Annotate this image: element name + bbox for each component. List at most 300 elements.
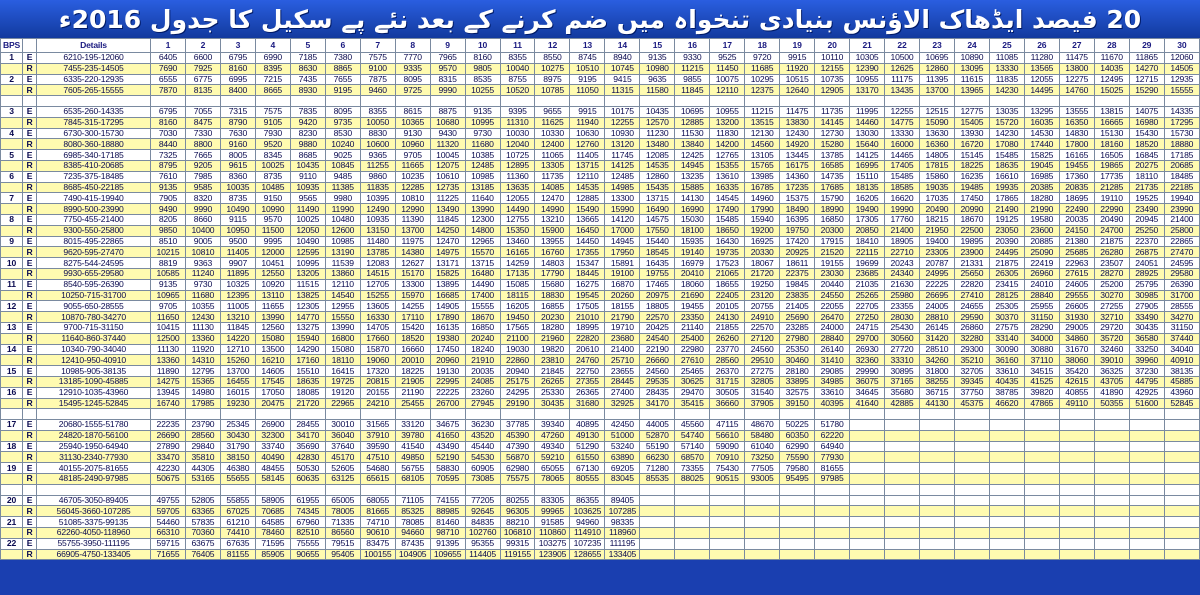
stage-value-cell: 14259 (500, 258, 535, 269)
stage-value-cell: 18635 (989, 160, 1024, 171)
stage-value-cell: 10600 (360, 139, 395, 150)
stage-value-cell: 15085 (500, 279, 535, 290)
stage-value-cell: 30010 (325, 420, 360, 431)
empty-cell (710, 538, 745, 549)
stage-value-cell: 33120 (395, 420, 430, 431)
header-stage: 23 (919, 39, 954, 53)
spacer-cell (745, 409, 780, 420)
stage-value-cell: 45885 (1164, 376, 1199, 387)
header-stage: 10 (465, 39, 500, 53)
stage-value-cell: 103275 (535, 538, 570, 549)
stage-value-cell: 21845 (535, 366, 570, 377)
stage-value-cell: 20960 (430, 355, 465, 366)
stage-value-cell: 41540 (395, 441, 430, 452)
stage-value-cell: 98335 (605, 517, 640, 528)
stage-value-cell: 13235 (675, 171, 710, 182)
stage-value-cell: 10515 (780, 74, 815, 85)
stage-value-cell: 11745 (605, 150, 640, 161)
empty-cell (919, 495, 954, 506)
spacer-cell (1094, 409, 1129, 420)
empty-cell (989, 452, 1024, 463)
stage-value-cell: 67130 (570, 463, 605, 474)
stage-value-cell: 17735 (1094, 171, 1129, 182)
stage-value-cell: 29470 (675, 387, 710, 398)
stage-value-cell: 16205 (850, 193, 885, 204)
stage-value-cell: 21065 (710, 268, 745, 279)
stage-value-cell: 15550 (325, 312, 360, 323)
stage-value-cell: 107285 (605, 506, 640, 517)
stage-value-cell: 59705 (151, 506, 186, 517)
spacer-cell (1059, 96, 1094, 107)
stage-value-cell: 8630 (290, 63, 325, 74)
stage-value-cell: 88985 (430, 506, 465, 517)
stage-value-cell: 13990 (255, 312, 290, 323)
stage-value-cell: 7630 (220, 128, 255, 139)
scale-type-cell: R (23, 247, 37, 258)
stage-value-cell: 18155 (605, 301, 640, 312)
stage-value-cell: 18995 (570, 322, 605, 333)
stage-value-cell: 19699 (850, 258, 885, 269)
stage-value-cell: 32280 (954, 333, 989, 344)
stage-value-cell: 61210 (220, 517, 255, 528)
stage-value-cell: 11240 (185, 268, 220, 279)
table-row (1, 160, 1200, 171)
spacer-cell (780, 484, 815, 495)
stage-value-cell: 24150 (1059, 225, 1094, 236)
stage-value-cell: 26860 (954, 322, 989, 333)
stage-value-cell: 10955 (710, 106, 745, 117)
spacer-cell (37, 96, 151, 107)
empty-cell (1164, 549, 1199, 560)
stage-value-cell: 12490 (360, 204, 395, 215)
stage-value-cell: 12755 (500, 214, 535, 225)
stage-value-cell: 29720 (1094, 322, 1129, 333)
stage-value-cell: 12895 (500, 160, 535, 171)
stage-value-cell: 18085 (290, 387, 325, 398)
stage-value-cell: 32360 (850, 355, 885, 366)
empty-cell (850, 463, 885, 474)
empty-cell (1129, 549, 1164, 560)
details-cell: 46705-3050-89405 (37, 495, 151, 506)
stage-value-cell: 10025 (255, 160, 290, 171)
details-cell: 7490-415-19940 (37, 193, 151, 204)
page-title: 20 فیصد ایڈھاک الاؤنس بنیادی تنخواہ میں ضم کرنے کے بعد نئے پے سکیل کا جدول 2016ء (58, 4, 1142, 34)
stage-value-cell: 64585 (255, 517, 290, 528)
stage-value-cell: 25650 (954, 268, 989, 279)
stage-value-cell: 13330 (989, 63, 1024, 74)
stage-value-cell: 31410 (815, 355, 850, 366)
stage-value-cell: 13305 (535, 160, 570, 171)
details-cell: 6535-260-14335 (37, 106, 151, 117)
stage-value-cell: 12955 (325, 301, 360, 312)
empty-cell (1059, 430, 1094, 441)
table-row (1, 441, 1200, 452)
spacer-cell (919, 484, 954, 495)
stage-value-cell: 19250 (745, 279, 780, 290)
scale-type-cell: E (23, 538, 37, 549)
scale-type-cell: R (23, 204, 37, 215)
details-cell: 6210-195-12060 (37, 53, 151, 64)
stage-value-cell: 67025 (220, 506, 255, 517)
stage-value-cell: 14310 (185, 355, 220, 366)
stage-value-cell: 12730 (815, 128, 850, 139)
stage-value-cell: 15555 (1164, 85, 1199, 96)
stage-value-cell: 14270 (1129, 63, 1164, 74)
stage-value-cell: 9635 (640, 74, 675, 85)
stage-value-cell: 12595 (290, 247, 325, 258)
stage-value-cell: 25305 (989, 301, 1024, 312)
stage-value-cell: 25200 (1094, 279, 1129, 290)
bps-cell: 15 (1, 366, 23, 377)
empty-cell (989, 474, 1024, 485)
empty-cell (640, 549, 675, 560)
stage-value-cell: 17815 (919, 160, 954, 171)
stage-value-cell: 11665 (395, 160, 430, 171)
empty-cell (1059, 452, 1094, 463)
scale-type-cell: E (23, 128, 37, 139)
stage-value-cell: 16610 (989, 171, 1024, 182)
stage-value-cell: 21190 (395, 387, 430, 398)
stage-value-cell: 14505 (1164, 63, 1199, 74)
empty-cell (780, 517, 815, 528)
stage-value-cell: 28560 (710, 355, 745, 366)
spacer-cell (290, 96, 325, 107)
stage-value-cell: 34270 (1164, 312, 1199, 323)
table-row (1, 495, 1200, 506)
stage-value-cell: 58480 (745, 430, 780, 441)
stage-value-cell: 14125 (605, 160, 640, 171)
stage-value-cell: 22750 (570, 366, 605, 377)
spacer-cell (570, 484, 605, 495)
spacer-cell (535, 96, 570, 107)
stage-value-cell: 9150 (255, 193, 290, 204)
stage-value-cell: 9730 (185, 279, 220, 290)
empty-cell (1059, 420, 1094, 431)
stage-value-cell: 21720 (290, 398, 325, 409)
empty-cell (815, 528, 850, 539)
stage-value-cell: 15090 (919, 117, 954, 128)
stage-value-cell: 26690 (151, 430, 186, 441)
stage-value-cell: 86355 (570, 495, 605, 506)
spacer-cell (23, 96, 37, 107)
stage-value-cell: 45170 (325, 452, 360, 463)
stage-value-cell: 9995 (255, 236, 290, 247)
stage-value-cell: 9415 (605, 74, 640, 85)
header-stage: 20 (815, 39, 850, 53)
stage-value-cell: 18225 (954, 160, 989, 171)
empty-cell (1164, 420, 1199, 431)
details-cell: 8015-495-22865 (37, 236, 151, 247)
stage-value-cell: 54680 (360, 463, 395, 474)
stage-value-cell: 7575 (255, 106, 290, 117)
stage-value-cell: 22570 (745, 322, 780, 333)
stage-value-cell: 10995 (290, 258, 325, 269)
stage-value-cell: 17235 (780, 182, 815, 193)
stage-value-cell: 15130 (1094, 128, 1129, 139)
stage-value-cell: 78460 (255, 528, 290, 539)
stage-value-cell: 12470 (535, 193, 570, 204)
stage-value-cell: 30985 (1129, 290, 1164, 301)
stage-value-cell: 18225 (395, 366, 430, 377)
stage-value-cell: 11615 (954, 74, 989, 85)
stage-value-cell: 24010 (1024, 279, 1059, 290)
empty-cell (780, 506, 815, 517)
stage-value-cell: 6555 (151, 74, 186, 85)
stage-value-cell: 15405 (954, 117, 989, 128)
bps-cell: 7 (1, 193, 23, 204)
stage-value-cell: 14975 (430, 247, 465, 258)
bps-cell (1, 312, 23, 323)
stage-value-cell: 13105 (745, 150, 780, 161)
stage-value-cell: 17490 (710, 204, 745, 215)
stage-value-cell: 20815 (360, 376, 395, 387)
header-stage: 16 (675, 39, 710, 53)
empty-cell (1059, 495, 1094, 506)
stage-value-cell: 24605 (1059, 279, 1094, 290)
spacer-cell (465, 484, 500, 495)
stage-value-cell: 32805 (745, 376, 780, 387)
stage-value-cell: 39590 (360, 441, 395, 452)
stage-value-cell: 35690 (290, 441, 325, 452)
bps-cell: 4 (1, 128, 23, 139)
empty-cell (710, 528, 745, 539)
stage-value-cell: 7185 (290, 53, 325, 64)
empty-cell (1059, 474, 1094, 485)
stage-value-cell: 80255 (500, 495, 535, 506)
scale-type-cell: E (23, 214, 37, 225)
stage-value-cell: 15640 (850, 139, 885, 150)
stage-value-cell: 14945 (605, 236, 640, 247)
stage-value-cell: 37750 (954, 387, 989, 398)
stage-value-cell: 10990 (255, 204, 290, 215)
table-row (1, 236, 1200, 247)
stage-value-cell: 8550 (535, 53, 570, 64)
stage-value-cell: 17790 (535, 268, 570, 279)
empty-cell (1129, 420, 1164, 431)
stage-value-cell: 7055 (185, 106, 220, 117)
empty-cell (1164, 463, 1199, 474)
stage-value-cell: 27890 (151, 441, 186, 452)
stage-value-cell: 10400 (185, 225, 220, 236)
stage-value-cell: 23490 (1129, 204, 1164, 215)
stage-value-cell: 10735 (815, 74, 850, 85)
stage-value-cell: 10045 (430, 150, 465, 161)
stage-value-cell: 17440 (1024, 139, 1059, 150)
stage-value-cell: 12060 (1164, 53, 1199, 64)
spacer-cell (1164, 96, 1199, 107)
stage-value-cell: 28270 (1094, 268, 1129, 279)
stage-value-cell: 18520 (395, 333, 430, 344)
stage-value-cell: 11655 (255, 301, 290, 312)
stage-value-cell: 79515 (325, 538, 360, 549)
details-cell: 51085-3375-99135 (37, 517, 151, 528)
stage-value-cell: 19935 (989, 182, 1024, 193)
stage-value-cell: 22225 (430, 387, 465, 398)
stage-value-cell: 12705 (360, 279, 395, 290)
stage-value-cell: 10520 (500, 85, 535, 96)
details-cell: 8540-595-26390 (37, 279, 151, 290)
stage-value-cell: 25685 (1059, 247, 1094, 258)
spacer-cell (220, 409, 255, 420)
stage-value-cell: 99965 (535, 506, 570, 517)
stage-value-cell: 15025 (1094, 85, 1129, 96)
stage-value-cell: 11475 (780, 106, 815, 117)
empty-cell (989, 506, 1024, 517)
stage-value-cell: 18880 (1164, 139, 1199, 150)
stage-value-cell: 8510 (151, 236, 186, 247)
stage-value-cell: 8735 (220, 193, 255, 204)
stage-value-cell: 87435 (395, 538, 430, 549)
spacer-cell (1, 409, 23, 420)
stage-value-cell: 13955 (535, 236, 570, 247)
scale-type-cell: E (23, 344, 37, 355)
stage-value-cell: 19580 (1024, 214, 1059, 225)
stage-value-cell: 71335 (325, 517, 360, 528)
stage-value-cell: 14535 (570, 182, 605, 193)
stage-value-cell: 9565 (290, 193, 325, 204)
stage-value-cell: 12255 (605, 117, 640, 128)
stage-value-cell: 17505 (570, 301, 605, 312)
stage-value-cell: 26875 (1129, 247, 1164, 258)
stage-value-cell: 12285 (395, 182, 430, 193)
stage-value-cell: 39820 (1024, 387, 1059, 398)
stage-value-cell: 64940 (815, 441, 850, 452)
stage-value-cell: 100155 (360, 549, 395, 560)
stage-value-cell: 119155 (500, 549, 535, 560)
stage-value-cell: 9500 (220, 236, 255, 247)
stage-value-cell: 25455 (395, 398, 430, 409)
stage-value-cell: 10785 (535, 85, 570, 96)
stage-value-cell: 8975 (535, 74, 570, 85)
empty-cell (1024, 495, 1059, 506)
stage-value-cell: 12600 (325, 225, 360, 236)
stage-value-cell: 13700 (395, 225, 430, 236)
stage-value-cell: 73355 (675, 463, 710, 474)
stage-value-cell: 15860 (919, 171, 954, 182)
stage-value-cell: 18410 (850, 236, 885, 247)
stage-value-cell: 10985 (325, 236, 360, 247)
bps-cell (1, 290, 23, 301)
details-cell: 8685-450-22185 (37, 182, 151, 193)
spacer-cell (185, 484, 220, 495)
stage-value-cell: 19035 (919, 182, 954, 193)
empty-cell (954, 420, 989, 431)
empty-cell (885, 474, 920, 485)
stage-value-cell: 66310 (151, 528, 186, 539)
stage-value-cell: 11940 (570, 117, 605, 128)
stage-value-cell: 23810 (535, 355, 570, 366)
spacer-cell (1059, 484, 1094, 495)
stage-value-cell: 18100 (675, 225, 710, 236)
stage-value-cell: 15485 (885, 171, 920, 182)
spacer-row (1, 409, 1200, 420)
stage-value-cell: 9430 (430, 128, 465, 139)
stage-value-cell: 15935 (675, 236, 710, 247)
stage-value-cell: 19045 (1024, 160, 1059, 171)
stage-value-cell: 37165 (885, 376, 920, 387)
table-row (1, 182, 1200, 193)
stage-value-cell: 28435 (640, 387, 675, 398)
spacer-cell (1, 484, 23, 495)
stage-value-cell: 9130 (395, 128, 430, 139)
stage-value-cell: 20300 (815, 225, 850, 236)
stage-value-cell: 11310 (500, 117, 535, 128)
stage-value-cell: 12255 (885, 106, 920, 117)
stage-value-cell: 9330 (675, 53, 710, 64)
stage-value-cell: 17523 (710, 258, 745, 269)
stage-value-cell: 20755 (745, 301, 780, 312)
stage-value-cell: 10305 (850, 53, 885, 64)
stage-value-cell: 42450 (605, 420, 640, 431)
spacer-cell (745, 484, 780, 495)
stage-value-cell: 23030 (815, 268, 850, 279)
scale-type-cell: R (23, 528, 37, 539)
stage-value-cell: 21400 (605, 344, 640, 355)
spacer-cell (500, 484, 535, 495)
stage-value-cell: 20940 (500, 366, 535, 377)
stage-value-cell: 32575 (780, 387, 815, 398)
stage-value-cell: 25710 (605, 355, 640, 366)
table-row (1, 333, 1200, 344)
stage-value-cell: 20885 (1024, 236, 1059, 247)
stage-value-cell: 70910 (710, 452, 745, 463)
stage-value-cell: 11065 (535, 150, 570, 161)
scale-type-cell: R (23, 376, 37, 387)
stage-value-cell: 16990 (675, 204, 710, 215)
stage-value-cell: 24051 (1129, 258, 1164, 269)
stage-value-cell: 31150 (1024, 312, 1059, 323)
header-stage: 15 (640, 39, 675, 53)
spacer-cell (185, 96, 220, 107)
stage-value-cell: 7870 (151, 85, 186, 96)
stage-value-cell: 36160 (989, 355, 1024, 366)
stage-value-cell: 13460 (500, 236, 535, 247)
spacer-cell (815, 484, 850, 495)
stage-value-cell: 10415 (151, 322, 186, 333)
empty-cell (745, 506, 780, 517)
stage-value-cell: 11130 (151, 344, 186, 355)
stage-value-cell: 106810 (500, 528, 535, 539)
scale-type-cell: R (23, 268, 37, 279)
stage-value-cell: 15110 (850, 171, 885, 182)
header-stage: 6 (325, 39, 360, 53)
stage-value-cell: 12765 (710, 150, 745, 161)
stage-value-cell: 13990 (325, 322, 360, 333)
stage-value-cell: 9525 (710, 53, 745, 64)
stage-value-cell: 27575 (989, 322, 1024, 333)
spacer-cell (151, 484, 186, 495)
spacer-cell (1129, 96, 1164, 107)
stage-value-cell: 9485 (325, 171, 360, 182)
stage-value-cell: 109655 (430, 549, 465, 560)
stage-value-cell: 37905 (745, 398, 780, 409)
empty-cell (640, 528, 675, 539)
empty-cell (1059, 528, 1094, 539)
stage-value-cell: 17355 (570, 247, 605, 258)
details-cell: 31130-2340-77930 (37, 452, 151, 463)
stage-value-cell: 10845 (325, 160, 360, 171)
empty-cell (1164, 441, 1199, 452)
stage-value-cell: 10235 (395, 171, 430, 182)
stage-value-cell: 12795 (185, 366, 220, 377)
stage-value-cell: 11480 (360, 236, 395, 247)
stage-value-cell: 12570 (640, 117, 675, 128)
stage-value-cell: 12000 (255, 247, 290, 258)
details-cell: 12410-950-40910 (37, 355, 151, 366)
empty-cell (919, 452, 954, 463)
details-cell: 7455-235-14505 (37, 63, 151, 74)
table-row (1, 549, 1200, 560)
